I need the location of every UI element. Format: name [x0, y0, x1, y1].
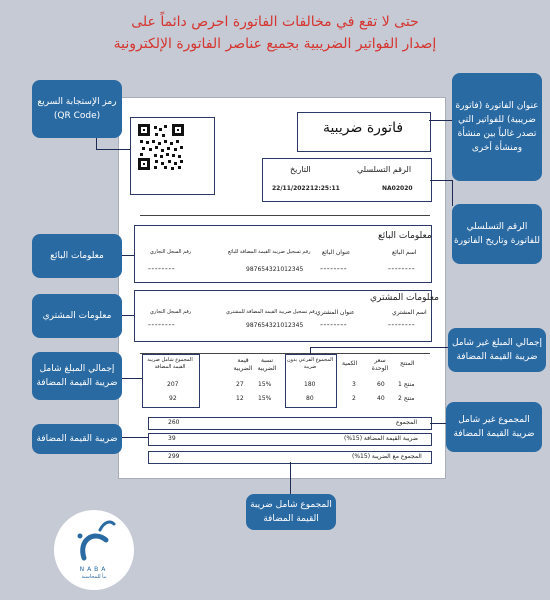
buyer-address-value: --------: [320, 320, 348, 329]
callout-line-subtotal: إجمالي المبلغ غير شامل ضريبة القيمة المضافة: [448, 328, 546, 372]
connector-serial: [430, 180, 452, 181]
logo: [54, 510, 134, 590]
callout-qr: رمز الإستجابة السريع (QR Code): [32, 80, 122, 138]
header-line-1: حتى لا تقع في مخالفات الفاتورة احرص دائماً على: [131, 14, 419, 30]
col-subtotal: المجموع الفرعي بدون ضريبة: [286, 357, 334, 370]
col-product: المنتج: [400, 360, 415, 367]
separator: [140, 215, 430, 216]
buyer-col-cr: رقم السجل التجاري: [150, 309, 192, 315]
seller-address-value: --------: [320, 264, 348, 273]
row1-unit-price: 60: [377, 381, 385, 388]
seller-heading: معلومات البائع: [378, 231, 432, 241]
row1-subtotal: 180: [304, 381, 316, 388]
invoice-title: فاتورة ضريبية: [322, 120, 404, 136]
buyer-cr-value: --------: [148, 320, 176, 329]
total-excl-box: [148, 417, 432, 430]
row2-tax-value: 12: [236, 395, 244, 402]
total-incl-label: المجموع مع الضريبة (15%): [352, 453, 422, 460]
logo-text: NABA: [79, 566, 109, 573]
callout-buyer: معلومات المشتري: [32, 294, 122, 338]
total-excl-label: المجموع: [396, 419, 417, 426]
buyer-col-name: اسم المشتري: [392, 309, 427, 316]
total-incl-value: 299: [168, 453, 180, 460]
seller-name-value: --------: [388, 264, 416, 273]
seller-col-address: عنوان البائع: [322, 249, 351, 256]
connector-serial-v: [452, 180, 453, 206]
col-total: المجموع شامل ضريبة القيمة المضافة: [147, 357, 193, 370]
connector-total-excl: [430, 423, 446, 424]
col-tax-rate: نسبة الضريبة: [257, 357, 277, 372]
connector-line-subtotal: [310, 347, 448, 348]
row2-tax-rate: 15%: [258, 395, 272, 402]
date-label: التاريخ: [290, 165, 311, 174]
seller-vat-value: 987654321012345: [246, 266, 304, 273]
seller-col-cr: رقم السجل التجاري: [150, 249, 192, 255]
row1-tax-rate: 15%: [258, 381, 272, 388]
col-tax-value: قيمة الضريبة: [233, 357, 253, 372]
row2-total: 92: [169, 395, 177, 402]
callout-seller: معلومات البائع: [32, 234, 122, 278]
date-value: 22/11/2022: [272, 185, 310, 192]
logo-subtext: نبأ للمحاسبة: [81, 574, 107, 580]
callout-total-excl: المجموع غير شامل ضريبة القيمة المضافة: [446, 402, 542, 452]
row2-subtotal: 80: [306, 395, 314, 402]
buyer-col-address: عنوان المشتري: [316, 309, 355, 316]
row2-qty: 2: [352, 395, 356, 402]
row2-unit-price: 40: [377, 395, 385, 402]
buyer-vat-value: 987654321012345: [246, 322, 304, 329]
callout-total-incl: المجموع شامل ضريبة القيمة المضافة: [246, 494, 336, 530]
seller-col-vat: رقم تسجيل ضريبة القيمة المضافة للبائع: [228, 249, 311, 255]
buyer-heading: معلومات المشتري: [370, 293, 439, 303]
buyer-name-value: --------: [388, 320, 416, 329]
seller-col-name: اسم البائع: [392, 249, 417, 256]
connector-qr: [96, 149, 130, 150]
callout-vat: ضريبة القيمة المضافة: [32, 424, 122, 454]
row1-qty: 3: [352, 381, 356, 388]
connector-line-subtotal-v: [310, 347, 311, 354]
serial-label: الرقم التسلسلي: [357, 165, 412, 174]
callout-invoice-title: عنوان الفاتورة (فاتورة ضريبية) للفواتير التي تصدر غالباً بين منشأة ومنشأة أخرى: [452, 73, 542, 181]
buyer-col-vat: رقم تسجيل ضريبة القيمة المضافة للمشتري: [226, 309, 318, 315]
vat-value: 39: [168, 435, 176, 442]
connector-title: [429, 120, 454, 121]
col-qty: الكمية: [342, 360, 358, 367]
seller-cr-value: --------: [148, 264, 176, 273]
row1-total: 207: [167, 381, 179, 388]
total-excl-value: 260: [168, 419, 180, 426]
connector-total-incl: [290, 462, 291, 496]
vat-label: ضريبة القيمة المضافة (15%): [344, 435, 418, 442]
callout-line-total: إجمالي المبلغ شامل ضريبة القيمة المضافة: [32, 352, 122, 400]
serial-value: NA02020: [382, 185, 413, 192]
row1-tax-value: 27: [236, 381, 244, 388]
row1-product: منتج 1: [398, 381, 415, 388]
time-value: 12:25:11: [310, 185, 340, 192]
qr-code-icon: [138, 124, 184, 170]
row2-product: منتج 2: [398, 395, 415, 402]
header-line-2: إصدار الفواتير الضريبية بجميع عناصر الفاتورة الإلكترونية: [113, 36, 437, 52]
col-unit-price: سعر الوحدة: [371, 357, 389, 372]
callout-serial-date: الرقم التسلسلي للفاتورة وتاريخ الفاتورة: [452, 204, 542, 264]
